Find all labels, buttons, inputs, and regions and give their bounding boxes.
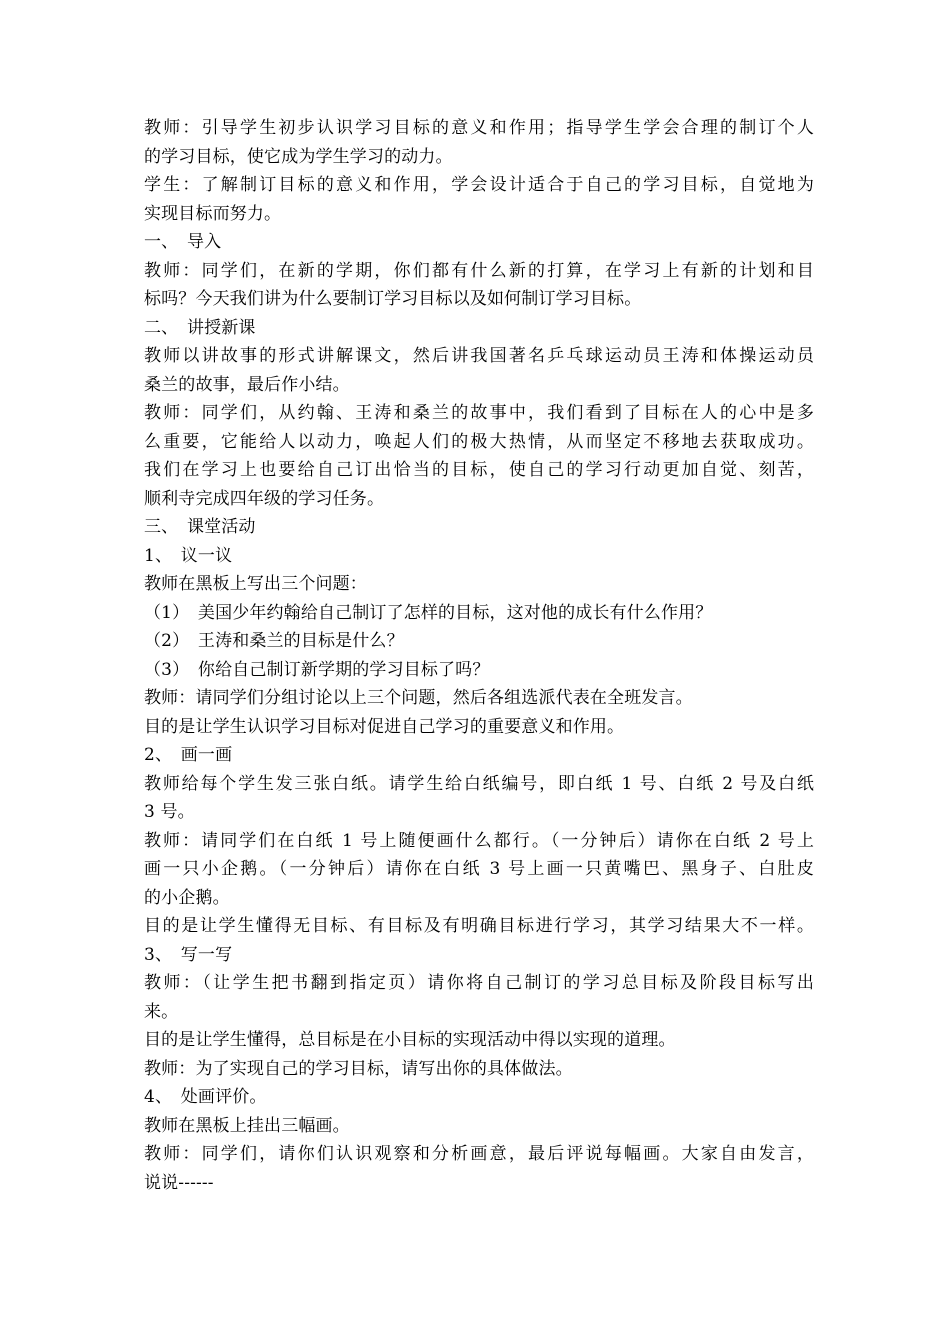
text-line: 三、 课堂活动 [144,517,256,537]
text-line: 目的是让学生认识学习目标对促进自己学习的重要意义和作用。 [144,716,625,737]
text-line: 二、 讲授新课 [144,317,256,338]
text-line: 4、 处画评价。 [144,1087,267,1107]
text-line: 教师在黑板上挂出三幅画。 [144,1115,350,1136]
text-line: （1） 美国少年约翰给自己制订了怎样的目标，这对他的成长有什么作用？ [144,602,713,623]
text-line: 3、 写一写 [144,944,233,965]
text-line: 一、 导入 [144,232,222,252]
text-line: 来。 [144,1001,179,1022]
text-line: 桑兰的故事，最后作小结。 [144,374,350,395]
text-line: 教师给每个学生发三张白纸。请学生给白纸编号，即白纸 1 号、白纸 2 号及白纸 [144,773,814,794]
text-line: 教师：请同学们分组讨论以上三个问题，然后各组选派代表在全班发言。 [144,688,693,708]
text-line: 画一只小企鹅。（一分钟后）请你在白纸 3 号上画一只黄嘴巴、黑身子、白肚皮 [144,859,814,879]
text-line: 教师：（让学生把书翻到指定页）请你将自己制订的学习总目标及阶段目标写出 [144,973,814,993]
text-line: 教师：为了实现自己的学习目标，请写出你的具体做法。 [144,1058,573,1079]
text-line: 目的是让学生懂得，总目标是在小目标的实现活动中得以实现的道理。 [144,1030,676,1050]
text-line: 实现目标而努力。 [144,203,282,224]
text-line: 1、 议一议 [144,545,233,566]
text-line: 教师：同学们，请你们认识观察和分析画意，最后评说每幅画。大家自由发言， [144,1144,814,1164]
text-line: 教师：请同学们在白纸 1 号上随便画什么都行。（一分钟后）请你在白纸 2 号上 [144,830,814,851]
text-line: 的学习目标，使它成为学生学习的动力。 [144,146,453,167]
text-line: 教师以讲故事的形式讲解课文，然后讲我国著名乒乓球运动员王涛和体操运动员 [144,346,814,366]
text-line: 我们在学习上也要给自己订出恰当的目标，使自己的学习行动更加自觉、刻苦， [144,460,814,480]
text-line: 教师：同学们，从约翰、王涛和桑兰的故事中，我们看到了目标在人的心中是多 [144,403,814,423]
text-line: 的小企鹅。 [144,887,230,908]
text-line: 顺利寺完成四年级的学习任务。 [144,488,385,509]
text-line: 标吗？今天我们讲为什么要制订学习目标以及如何制订学习目标。 [144,289,642,309]
text-line: 目的是让学生懂得无目标、有目标及有明确目标进行学习，其学习结果大不一样。 [144,916,814,936]
text-line: 学生：了解制订目标的意义和作用，学会设计适合于自己的学习目标，自觉地为 [144,175,814,195]
text-line: 3 号。 [144,802,195,822]
text-line: （2） 王涛和桑兰的目标是什么？ [144,631,404,651]
text-line: 2、 画一画 [144,745,233,765]
document-page [144,114,814,1197]
text-line: 教师：同学们，在新的学期，你们都有什么新的打算，在学习上有新的计划和目 [144,260,814,281]
text-line: 教师在黑板上写出三个问题： [144,574,367,594]
text-line: （3） 你给自己制订新学期的学习目标了吗？ [144,659,490,680]
text-line: 说说------ [144,1172,214,1193]
text-line: 么重要，它能给人以动力，唤起人们的极大热情，从而坚定不移地去获取成功。 [144,431,814,452]
text-line: 教师：引导学生初步认识学习目标的意义和作用；指导学生学会合理的制订个人 [144,118,814,138]
